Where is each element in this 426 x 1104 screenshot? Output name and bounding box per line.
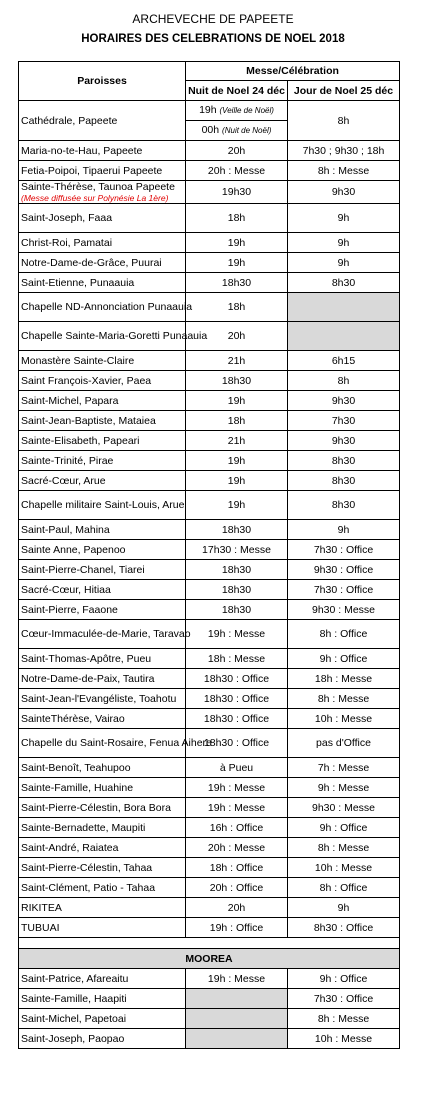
table-row [19, 371, 400, 391]
night-time [186, 1029, 288, 1049]
table-row [19, 818, 400, 838]
table-row [19, 141, 400, 161]
night-time: 18h [186, 204, 288, 233]
night-time: 20h [186, 141, 288, 161]
table-row [19, 620, 400, 649]
table-row [19, 351, 400, 371]
day-time: 7h30 : Office [288, 989, 400, 1009]
table-row [19, 540, 400, 560]
parish-name [19, 858, 186, 878]
table-row [19, 491, 400, 520]
table-row [19, 858, 400, 878]
parish-name-text: Saint-Benoît, Teahupoo [21, 761, 131, 774]
night-time: 19h : Messe [186, 620, 288, 649]
table-row [19, 1009, 400, 1029]
parish-name-text: Saint-Pierre-Chanel, Tiarei [21, 563, 145, 576]
parish-name-text: Saint François-Xavier, Paea [21, 374, 152, 387]
parish-name [19, 600, 186, 620]
day-time: 10h : Messe [288, 858, 400, 878]
cathedral-day: 8h [288, 101, 400, 141]
parish-name [19, 351, 186, 371]
day-time: 9h : Office [288, 818, 400, 838]
moorea-section-row [19, 949, 400, 969]
parish-name [19, 878, 186, 898]
schedule-table [18, 61, 400, 1049]
parish-name [19, 322, 208, 351]
table-row [19, 233, 400, 253]
table-row [19, 729, 400, 758]
parish-name [19, 233, 186, 253]
parish-name-text: Saint-Jean-l'Evangéliste, Toahotu [21, 692, 177, 705]
parish-name [19, 560, 186, 580]
table-row [19, 758, 400, 778]
table-row [19, 520, 400, 540]
parish-name [19, 709, 186, 729]
day-time [288, 293, 400, 322]
section-spacer [19, 938, 400, 949]
parish-name [19, 371, 186, 391]
parish-name [19, 758, 186, 778]
day-time: 10h : Messe [288, 1029, 400, 1049]
parish-name-text: Chapelle militaire Saint-Louis, Arue [21, 499, 185, 511]
day-time: 9h [288, 253, 400, 273]
parish-name [19, 181, 186, 204]
parish-name [19, 989, 186, 1009]
night-time: 18h30 : Office [186, 709, 288, 729]
night-time: 18h30 [186, 273, 288, 293]
table-row [19, 181, 400, 204]
day-time: 9h [288, 204, 400, 233]
day-time [288, 322, 400, 351]
parish-name [19, 141, 186, 161]
parish-name-text: Saint-Pierre-Célestin, Bora Bora [21, 801, 171, 814]
parish-name [19, 580, 186, 600]
night-time: 19h30 [186, 181, 288, 204]
table-row [19, 204, 400, 233]
document-subtitle: HORAIRES DES CELEBRATIONS DE NOEL 2018 [81, 33, 345, 45]
day-column-header: Jour de Noel 25 déc [288, 81, 400, 101]
table-row [19, 322, 400, 351]
day-time: 7h30 [288, 411, 400, 431]
night-time: 18h : Messe [186, 649, 288, 669]
parish-name [19, 431, 186, 451]
parish-name-text: Saint-Clément, Patio - Tahaa [21, 881, 156, 894]
night-time: 18h30 : Office [186, 729, 288, 758]
night-time: 18h30 [186, 600, 288, 620]
table-row [19, 969, 400, 989]
table-row [19, 451, 400, 471]
table-row [19, 878, 400, 898]
parish-name-text: Saint-Thomas-Apôtre, Pueu [21, 652, 152, 665]
parish-name [19, 204, 186, 233]
table-row [19, 798, 400, 818]
night-time: 19h : Messe [186, 969, 288, 989]
night-time: 18h30 [186, 560, 288, 580]
parish-name [19, 451, 186, 471]
night-time: 19h [186, 451, 288, 471]
parish-name [19, 293, 193, 322]
cathedral-night-2-note: (Nuit de Noël) [222, 126, 272, 135]
parish-name-text: SainteThérèse, Vairao [21, 712, 125, 725]
parish-name [19, 391, 186, 411]
night-time: 20h : Messe [186, 161, 288, 181]
parish-name-text: Fetia-Poipoi, Tipaerui Papeete [21, 164, 163, 177]
parish-name-text: Saint-Joseph, Paopao [21, 1032, 125, 1045]
parish-name [19, 898, 186, 918]
night-time: 19h [186, 491, 288, 520]
night-time: 19h : Office [186, 918, 288, 938]
night-time: 20h [186, 898, 288, 918]
night-time: 19h [186, 391, 288, 411]
table-row [19, 778, 400, 798]
parish-name [19, 161, 186, 181]
day-time: 9h : Messe [288, 778, 400, 798]
table-row [19, 600, 400, 620]
night-time: 19h [186, 471, 288, 491]
night-time: 19h : Messe [186, 798, 288, 818]
day-time: 9h : Office [288, 969, 400, 989]
table-row [19, 838, 400, 858]
parish-name-text: Saint-Patrice, Afareaitu [21, 972, 129, 985]
table-row [19, 560, 400, 580]
day-time: pas d'Office [288, 729, 400, 758]
document-title: ARCHEVECHE DE PAPEETE [132, 12, 294, 26]
table-row [19, 273, 400, 293]
parish-name-text: Maria-no-te-Hau, Papeete [21, 144, 143, 157]
parish-name-text: Saint-Etienne, Punaauia [21, 276, 135, 289]
day-time: 9h30 [288, 431, 400, 451]
parish-name-text: Chapelle Sainte-Maria-Goretti Punaauia [21, 330, 208, 342]
night-time [186, 1009, 288, 1029]
parish-name-text: Saint-Michel, Papara [21, 394, 119, 407]
parish-name-text: Sacré-Cœur, Hitiaa [21, 583, 111, 596]
cathedral-night-2: 00h (Nuit de Noël) [186, 121, 288, 141]
parish-column-header: Paroisses [19, 62, 186, 101]
parish-name [19, 1009, 186, 1029]
night-time: 18h30 [186, 371, 288, 391]
moorea-section-title: MOOREA [19, 949, 400, 969]
parish-name-text: Sacré-Cœur, Arue [21, 474, 106, 487]
day-time: 9h30 [288, 181, 400, 204]
day-time: 7h30 : Office [288, 580, 400, 600]
parish-name-text: Christ-Roi, Pamatai [21, 236, 113, 249]
night-time: 16h : Office [186, 818, 288, 838]
parish-name-text: Chapelle ND-Annonciation Punaauia [21, 301, 193, 313]
night-time: 18h30 : Office [186, 669, 288, 689]
day-time: 8h : Messe [288, 838, 400, 858]
night-time: 19h [186, 233, 288, 253]
day-time: 9h : Office [288, 649, 400, 669]
parish-name-text: Sainte-Bernadette, Maupiti [21, 821, 146, 834]
parish-name-text: TUBUAI [21, 921, 60, 934]
spacer-cell [19, 938, 400, 949]
parish-name [19, 918, 186, 938]
night-time: 18h30 [186, 580, 288, 600]
parish-name [19, 253, 186, 273]
parish-name [19, 411, 186, 431]
table-row [19, 1029, 400, 1049]
table-row [19, 580, 400, 600]
parish-name-text: Saint-Pierre, Faaone [21, 603, 118, 616]
parish-name [19, 969, 186, 989]
day-time: 8h30 [288, 273, 400, 293]
parish-name [19, 649, 186, 669]
parish-name [19, 798, 186, 818]
day-time: 9h30 : Office [288, 560, 400, 580]
night-time: 20h : Office [186, 878, 288, 898]
parish-name [19, 818, 186, 838]
table-row [19, 709, 400, 729]
night-time: 19h : Messe [186, 778, 288, 798]
parish-name-text: Sainte-Famille, Haapiti [21, 992, 127, 1005]
night-time: 18h30 : Office [186, 689, 288, 709]
header-row-1 [19, 62, 400, 81]
parish-name [19, 838, 186, 858]
table-row [19, 431, 400, 451]
cathedral-row-1 [19, 101, 400, 121]
day-time: 9h30 : Messe [288, 600, 400, 620]
day-time: 7h : Messe [288, 758, 400, 778]
night-time: 20h : Messe [186, 838, 288, 858]
parish-name [19, 620, 191, 649]
night-time: 18h30 [186, 520, 288, 540]
parish-name [19, 520, 186, 540]
parish-name-text: Sainte-Thérèse, Taunoa Papeete [21, 181, 175, 193]
day-time: 9h [288, 898, 400, 918]
table-row [19, 411, 400, 431]
day-time: 8h [288, 371, 400, 391]
broadcast-note: (Messe diffusée sur Polynésie La 1ère) [21, 193, 169, 203]
day-time: 6h15 [288, 351, 400, 371]
day-time: 9h [288, 520, 400, 540]
parish-name [19, 1029, 186, 1049]
table-row [19, 669, 400, 689]
table-row [19, 918, 400, 938]
day-time: 8h30 : Office [288, 918, 400, 938]
parish-name [19, 778, 186, 798]
parish-name-text: Saint-Paul, Mahina [21, 523, 110, 536]
parish-name-text: Saint-Pierre-Célestin, Tahaa [21, 861, 153, 874]
night-time: 20h [186, 322, 288, 351]
parish-name-text: Saint-André, Raiatea [21, 841, 119, 854]
day-time: 18h : Messe [288, 669, 400, 689]
parish-name [19, 729, 212, 758]
table-row [19, 161, 400, 181]
table-row [19, 293, 400, 322]
day-time: 8h : Messe [288, 161, 400, 181]
parish-name-text: Sainte Anne, Papenoo [21, 543, 126, 556]
day-time: 8h : Messe [288, 1009, 400, 1029]
celebration-group-header: Messe/Célébration [186, 62, 400, 81]
day-time: 7h30 : Office [288, 540, 400, 560]
table-row [19, 898, 400, 918]
night-time: 21h [186, 351, 288, 371]
day-time: 9h30 [288, 391, 400, 411]
day-time: 8h30 [288, 471, 400, 491]
table-row [19, 649, 400, 669]
cathedral-name: Cathédrale, Papeete [19, 101, 186, 141]
cathedral-night-1-note: (Veille de Noël) [219, 106, 274, 115]
table-row [19, 689, 400, 709]
day-time: 8h : Office [288, 878, 400, 898]
table-row [19, 391, 400, 411]
parish-name-text: Cœur-Immaculée-de-Marie, Taravao [21, 628, 191, 640]
parish-name [19, 273, 186, 293]
day-time: 8h : Messe [288, 689, 400, 709]
parish-name [19, 689, 186, 709]
parish-name-text: Saint-Joseph, Faaa [21, 212, 113, 224]
parish-name [19, 471, 186, 491]
parish-name-text: RIKITEA [21, 901, 62, 914]
day-time: 8h30 [288, 451, 400, 471]
night-time: 18h : Office [186, 858, 288, 878]
parish-name [19, 491, 186, 520]
table-row [19, 471, 400, 491]
parish-name-text: Saint-Jean-Baptiste, Mataiea [21, 414, 156, 427]
day-time: 8h30 [288, 491, 400, 520]
parish-name-text: Sainte-Famille, Huahine [21, 781, 134, 794]
night-column-header: Nuit de Noel 24 déc [186, 81, 288, 101]
parish-name-text: Sainte-Elisabeth, Papeari [21, 434, 140, 447]
parish-name-text: Chapelle du Saint-Rosaire, Fenua Aihere [21, 737, 212, 749]
parish-name [19, 669, 186, 689]
day-time: 8h : Office [288, 620, 400, 649]
night-time [186, 989, 288, 1009]
day-time: 7h30 ; 9h30 ; 18h [288, 141, 400, 161]
parish-name-text: Notre-Dame-de-Grâce, Puurai [21, 256, 162, 269]
night-time: 19h [186, 253, 288, 273]
night-time: à Pueu [186, 758, 288, 778]
parish-name-text: Saint-Michel, Papetoai [21, 1012, 127, 1025]
table-row [19, 989, 400, 1009]
parish-name-text: Sainte-Trinité, Pirae [21, 454, 114, 467]
parish-name-text: Notre-Dame-de-Paix, Tautira [21, 672, 155, 685]
day-time: 9h30 : Messe [288, 798, 400, 818]
night-time: 18h [186, 293, 288, 322]
parish-name-text: Monastère Sainte-Claire [21, 354, 135, 367]
night-time: 17h30 : Messe [186, 540, 288, 560]
night-time: 18h [186, 411, 288, 431]
day-time: 10h : Messe [288, 709, 400, 729]
cathedral-night-1: 19h (Veille de Noël) [186, 101, 288, 121]
table-row [19, 253, 400, 273]
parish-name [19, 540, 186, 560]
day-time: 9h [288, 233, 400, 253]
night-time: 21h [186, 431, 288, 451]
